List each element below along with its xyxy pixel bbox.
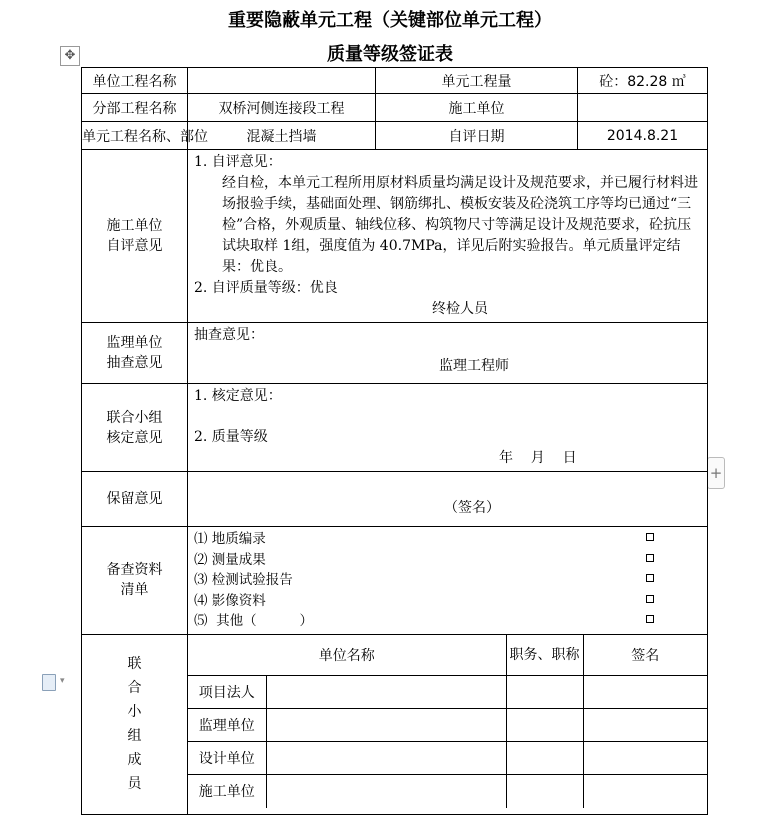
self-eval-item1: 1. 自评意见：	[194, 154, 282, 170]
list-item	[194, 529, 701, 550]
members-label-char: 组	[127, 728, 142, 744]
supervision-signer: 监理工程师	[439, 358, 509, 374]
joint-check-item1: 1. 核定意见：	[194, 388, 282, 404]
checkbox[interactable]	[646, 595, 654, 603]
document-icon[interactable]	[42, 674, 56, 691]
backup-item-label: ⑶ 检测试验报告	[194, 572, 293, 588]
header-title: 职务、职称	[506, 635, 583, 676]
unit-name-label: 单元工程名称、部位	[82, 122, 188, 150]
supervision-label	[82, 323, 188, 384]
backup-item-label: ⑵ 测量成果	[194, 551, 266, 568]
table-row	[188, 676, 707, 709]
self-eval-label	[82, 150, 188, 323]
unit-quantity-label: 单元工程量	[376, 68, 578, 94]
member-unit-name[interactable]	[266, 775, 506, 808]
checkbox[interactable]	[646, 574, 654, 582]
supervision-label-line2: 抽查意见	[106, 355, 163, 371]
member-title[interactable]	[506, 742, 583, 775]
self-eval-body[interactable]	[188, 150, 708, 323]
checkbox[interactable]	[646, 554, 654, 562]
table-row	[82, 527, 708, 635]
header-unit-name: 单位名称	[188, 635, 506, 676]
header-sign: 签名	[583, 635, 707, 676]
list-item	[194, 591, 701, 612]
signoff-table	[81, 67, 708, 815]
member-sign[interactable]	[583, 676, 707, 709]
self-eval-item2: 2. 自评质量等级：优良	[194, 280, 338, 296]
members-label-char: 小	[127, 704, 142, 720]
table-row	[82, 94, 708, 122]
backup-label	[82, 527, 188, 635]
backup-item-label: ⑷ 影像资料	[194, 592, 266, 609]
member-title[interactable]	[506, 775, 583, 808]
list-item	[194, 550, 701, 571]
self-eval-content: 经自检，本单元工程所用原材料质量均满足设计及规范要求，并已履行材料进场报验手续，基础面处理、钢筋绑扎、模板安装及砼浇筑工序等均已通过“三检”合格，外观质量、轴线位移、构筑物尺寸等满足设计及规范要求，砼抗压试块取样 1组，强度值为 40.7MPa，详见后附实验报告。单元质量评定结果：优良。	[222, 175, 698, 275]
member-unit-label: 监理单位	[188, 709, 266, 742]
table-row	[82, 68, 708, 94]
unit-project-name-value[interactable]	[188, 68, 376, 94]
sub-project-label: 分部工程名称	[82, 94, 188, 122]
member-unit-name[interactable]	[266, 742, 506, 775]
reservation-label: 保留意见	[82, 472, 188, 527]
self-eval-signer: 终检人员	[432, 301, 488, 317]
member-unit-name[interactable]	[266, 709, 506, 742]
members-label-char: 联	[127, 656, 142, 672]
backup-list	[188, 527, 708, 635]
table-row	[82, 122, 708, 150]
supervision-opinion: 抽查意见：	[194, 327, 264, 343]
table-row	[82, 472, 708, 527]
member-title[interactable]	[506, 709, 583, 742]
backup-label-line2: 清单	[120, 582, 149, 599]
document-subtitle: 质量等级签证表	[327, 44, 453, 65]
member-sign[interactable]	[583, 709, 707, 742]
unit-quantity-value[interactable]: 砼：82.28 ㎥	[578, 68, 708, 94]
member-unit-label: 项目法人	[188, 676, 266, 709]
table-row	[82, 634, 708, 814]
sub-project-value[interactable]: 双桥河侧连接段工程	[188, 94, 376, 122]
backup-label-line1: 备查资料	[106, 562, 163, 579]
members-label-char: 员	[127, 776, 142, 792]
member-unit-label: 施工单位	[188, 775, 266, 808]
joint-check-item2: 2. 质量等级	[194, 429, 268, 445]
member-sign[interactable]	[583, 775, 707, 808]
members-label	[82, 634, 188, 814]
joint-check-label-line1: 联合小组	[106, 409, 163, 426]
joint-check-date: 年 月 日	[499, 450, 577, 466]
table-move-handle-icon[interactable]: ✥	[60, 46, 80, 66]
self-eval-label-line2: 自评意见	[106, 238, 163, 254]
unit-name-value[interactable]: 混凝土挡墙	[188, 122, 376, 150]
checkbox[interactable]	[646, 533, 654, 541]
checkbox[interactable]	[646, 615, 654, 623]
table-row	[82, 384, 708, 472]
members-label-char: 合	[127, 680, 142, 696]
supervision-label-line1: 监理单位	[106, 335, 163, 351]
self-eval-label-line1: 施工单位	[106, 218, 163, 234]
construction-unit-value[interactable]	[578, 94, 708, 122]
member-sign[interactable]	[583, 742, 707, 775]
table-row	[188, 742, 707, 775]
table-row	[188, 635, 707, 676]
member-unit-label: 设计单位	[188, 742, 266, 775]
table-row	[82, 150, 708, 323]
self-eval-date-label: 自评日期	[376, 122, 578, 150]
reservation-body[interactable]	[188, 472, 708, 527]
list-item	[194, 570, 701, 591]
members-table-cell	[188, 634, 708, 814]
chevron-down-icon[interactable]: ▾	[60, 676, 65, 686]
self-eval-date-value[interactable]: 2014.8.21	[578, 122, 708, 150]
document-title: 重要隐蔽单元工程（关键部位单元工程）	[228, 10, 552, 31]
unit-project-name-label: 单位工程名称	[82, 68, 188, 94]
member-unit-name[interactable]	[266, 676, 506, 709]
joint-check-body[interactable]	[188, 384, 708, 472]
joint-check-label	[82, 384, 188, 472]
members-table	[188, 635, 707, 808]
supervision-body[interactable]	[188, 323, 708, 384]
member-title[interactable]	[506, 676, 583, 709]
construction-unit-label: 施工单位	[376, 94, 578, 122]
table-row	[188, 775, 707, 808]
members-label-char: 成	[127, 752, 142, 768]
backup-item-label: ⑴ 地质编录	[194, 531, 266, 547]
reservation-signature: （签名）	[444, 500, 500, 516]
list-item	[194, 611, 701, 632]
joint-check-label-line2: 核定意见	[106, 429, 163, 446]
add-column-icon[interactable]: +	[707, 457, 725, 489]
table-row	[188, 709, 707, 742]
table-row	[82, 323, 708, 384]
backup-item-label: ⑸ 其他（ ）	[194, 613, 313, 629]
